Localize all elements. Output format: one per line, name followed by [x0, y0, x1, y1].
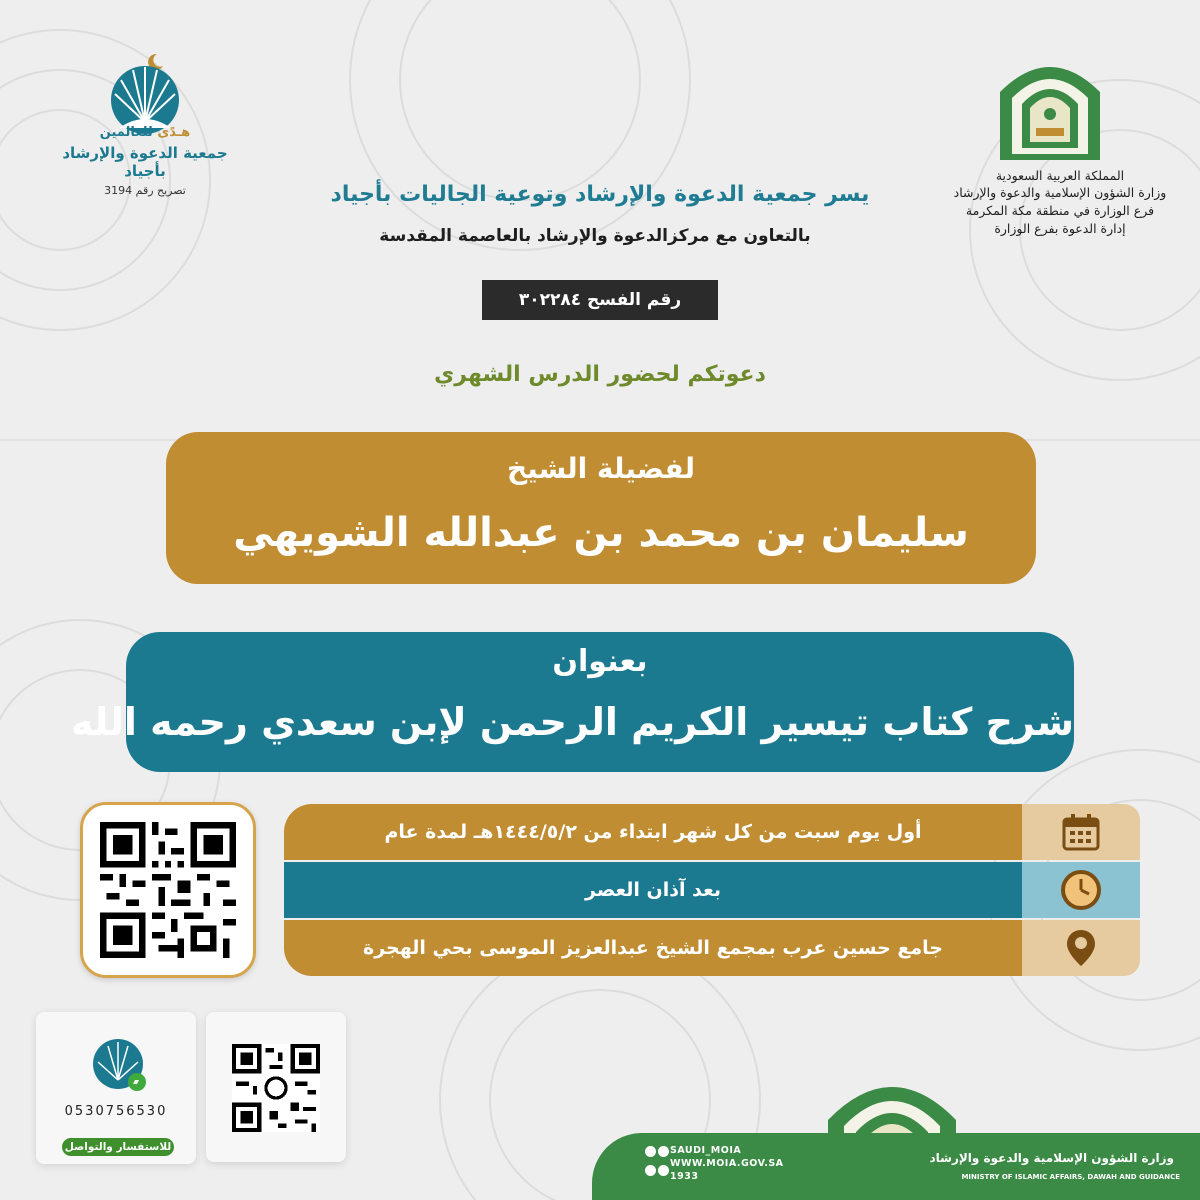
detail-location: جامع حسين عرب بمجمع الشيخ عبدالعزيز الموسى بحي الهجرة [284, 920, 1022, 976]
contact-button[interactable]: للاستفسار والتواصل [62, 1138, 174, 1156]
sheikh-card [166, 432, 1036, 584]
lesson-title: شرح كتاب تيسير الكريم الرحمن لإبن سعدي رحمه الله [71, 700, 1074, 744]
ministry-line-department: إدارة الدعوة بفرع الوزارة [994, 221, 1126, 236]
ministry-line-kingdom: المملكة العربية السعودية [995, 168, 1125, 183]
association-permit: تصريح رقم 3194 [104, 184, 186, 197]
lesson-card [71, 632, 1074, 772]
detail-row-time [284, 862, 1140, 918]
hoda-association-logo [105, 50, 185, 136]
sheikh-name: سليمان بن محمد بن عبدالله الشويهي [233, 510, 969, 556]
footer-handle[interactable]: SAUDI_MOIA [670, 1145, 742, 1156]
facebook-icon[interactable] [645, 1165, 656, 1176]
association-brand-name: هـدًى [157, 125, 191, 140]
lesson-label: بعنوان [552, 644, 648, 679]
association-brand [40, 125, 250, 197]
qr-code[interactable] [100, 822, 236, 958]
header-title: يسر جمعية الدعوة والإرشاد وتوعية الجاليات بأجياد [330, 182, 870, 207]
qr-code-card[interactable] [80, 802, 256, 978]
footer-ministry-english: MINISTRY OF ISLAMIC AFFAIRS, DAWAH AND GUIDANCE [961, 1173, 1180, 1181]
whatsapp-qr-card[interactable] [206, 1012, 346, 1162]
clock-icon [1022, 862, 1140, 918]
detail-row-location [284, 920, 1140, 976]
twitter-icon[interactable] [658, 1165, 669, 1176]
whatsapp-qr-code[interactable] [232, 1044, 320, 1132]
youtube-icon[interactable] [645, 1146, 656, 1157]
association-name: جمعية الدعوة والإرشاد بأجياد [62, 144, 228, 180]
footer-website[interactable]: WWW.MOIA.GOV.SA [670, 1158, 784, 1169]
footer-phone[interactable]: 1933 [670, 1171, 699, 1182]
contact-card[interactable] [36, 1012, 196, 1164]
contact-phone[interactable]: 0530756530 [64, 1104, 168, 1119]
ministry-emblem-logo [990, 52, 1110, 162]
ministry-line-ministry: وزارة الشؤون الإسلامية والدعوة والإرشاد [953, 185, 1167, 200]
ministry-line-branch: فرع الوزارة في منطقة مكة المكرمة [965, 203, 1155, 218]
calendar-icon [1022, 804, 1140, 860]
invitation-text: دعوتكم لحضور الدرس الشهري [434, 362, 766, 387]
association-brand-sub: للعالمين [99, 125, 153, 140]
instagram-icon[interactable] [658, 1146, 669, 1157]
social-icons [640, 1143, 670, 1181]
sheikh-label: لفضيلة الشيخ [506, 452, 696, 485]
lesson-details [284, 804, 1140, 976]
footer-ministry-arabic: وزارة الشؤون الإسلامية والدعوة والإرشاد [929, 1151, 1174, 1165]
header-subtitle: بالتعاون مع مركزالدعوة والإرشاد بالعاصمة المقدسة [379, 226, 811, 246]
permit-number-badge: رقم الفسح ٣٠٢٢٨٤ [482, 280, 718, 320]
association-logo-small [90, 1034, 150, 1094]
location-pin-icon [1022, 920, 1140, 976]
detail-row-date [284, 804, 1140, 860]
detail-time: بعد آذان العصر [284, 862, 1022, 918]
footer-contacts [670, 1144, 784, 1183]
detail-date: أول يوم سبت من كل شهر ابتداء من ١٤٤٤/٥/٢هـ لمدة عام [284, 804, 1022, 860]
footer-bar [592, 1133, 1200, 1200]
